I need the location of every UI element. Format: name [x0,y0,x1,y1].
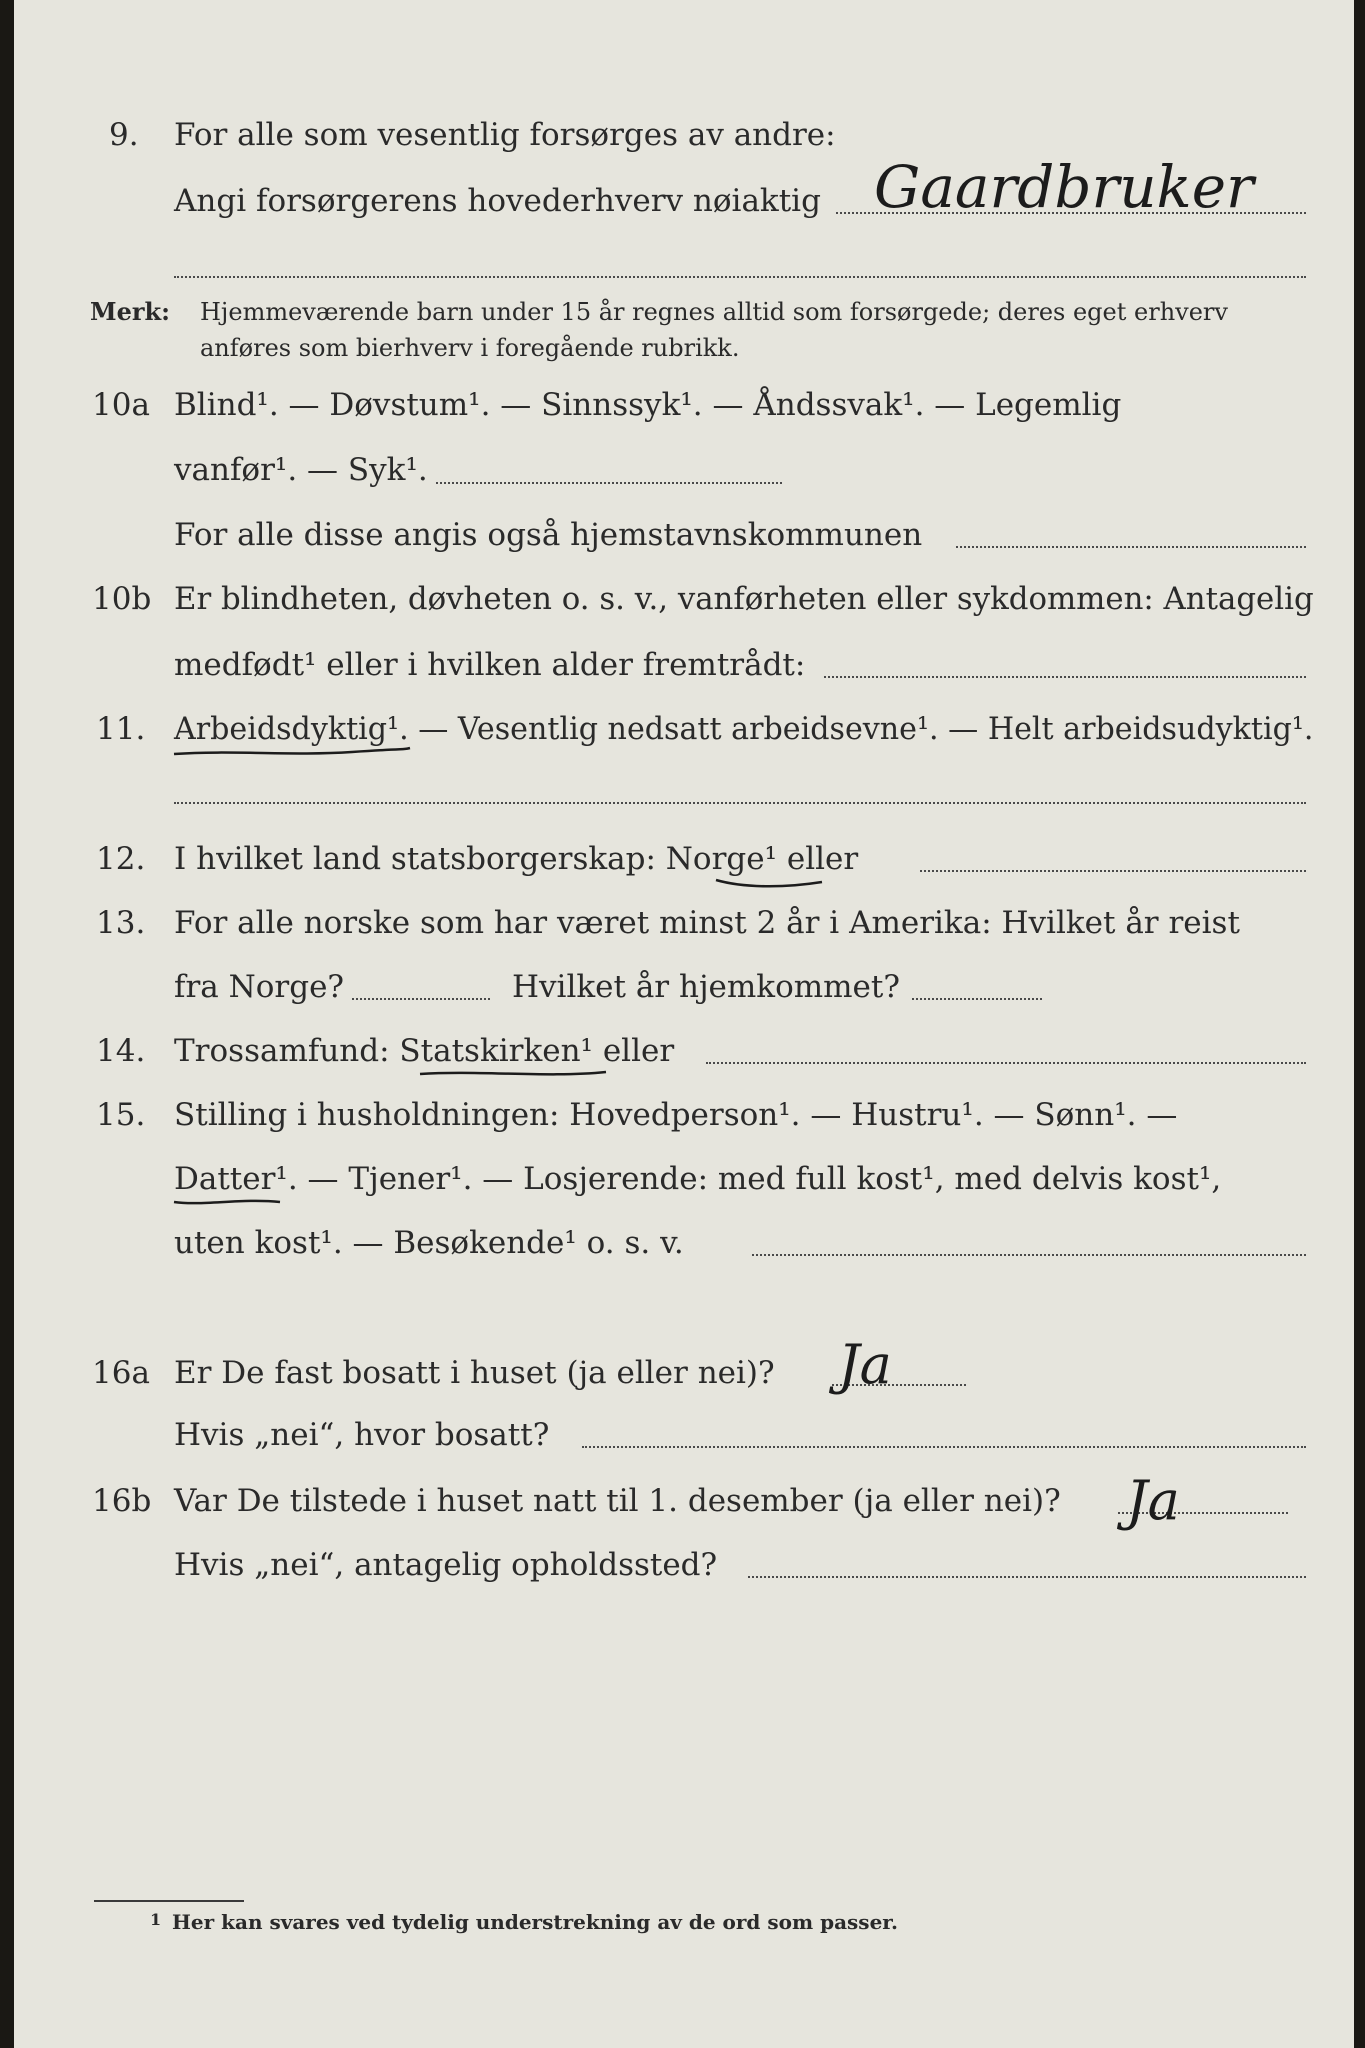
q13-line2b: Hvilket år hjemkommet? [512,969,900,1005]
q13-line2a: fra Norge? [174,969,345,1005]
q10b-line2: medfødt¹ eller i hvilken alder fremtrådt: [174,647,806,683]
q16b-line1: Var De tilstede i huset natt til 1. desember (ja eller nei)? [174,1483,1061,1519]
q13-reist-line [352,998,490,1000]
merk-label: Merk: [90,297,170,326]
q13-number: 13. [96,905,146,941]
q14-answer-line [706,1062,1306,1064]
q14-line1: Trossamfund: Statskirken¹ eller [174,1033,675,1069]
merk-line2: anføres som bierhverv i foregående rubrikk. [200,334,740,362]
q16a-line2: Hvis „nei“, hvor bosatt? [174,1417,550,1453]
q10b-line1: Er blindheten, døvheten o. s. v., vanførheten eller sykdommen: Antagelig [174,581,1314,617]
q13-hjemkommet-line [912,998,1042,1000]
q16b-opholdssted-line [748,1576,1306,1578]
census-form-page [14,0,1354,2048]
q10a-syk-line [436,482,782,484]
q10b-number: 10b [92,581,152,617]
q10a-line2: vanfør¹. — Syk¹. [174,452,428,488]
q15-line2: Datter¹. — Tjener¹. — Losjerende: med full kost¹, med delvis kost¹, [174,1161,1222,1197]
q15-line1: Stilling i husholdningen: Hovedperson¹. — Hustru¹. — Sønn¹. — [174,1097,1178,1133]
q15-number: 15. [96,1097,146,1133]
q9-line1: For alle som vesentlig forsørges av andre: [174,117,836,153]
q12-answer-line [920,870,1306,872]
q9-handwritten-answer: Gaardbruker [874,153,1254,221]
q15-answer-line [752,1254,1306,1256]
footnote-rule [94,1900,244,1902]
q11-number: 11. [96,711,146,747]
q13-line1: For alle norske som har været minst 2 år i Amerika: Hvilket år reist [174,905,1240,941]
q15-line3: uten kost¹. — Besøkende¹ o. s. v. [174,1225,684,1261]
footnote-mark: 1 [150,1910,162,1929]
q16b-number: 16b [92,1483,152,1519]
q9-extra-line [174,276,1306,278]
q16a-line1: Er De fast bosatt i huset (ja eller nei)? [174,1355,775,1391]
merk-line1: Hjemmeværende barn under 15 år regnes alltid som forsørgede; deres eget erhverv [200,298,1228,326]
q16b-handwritten-answer: Ja [1126,1469,1180,1532]
q14-handwritten-underline [418,1068,608,1082]
q10a-line1: Blind¹. — Døvstum¹. — Sinnssyk¹. — Åndssvak¹. — Legemlig [174,387,1122,423]
q16a-bosatt-line [582,1446,1306,1448]
footnote-text: Her kan svares ved tydelig understrekning av de ord som passer. [172,1910,898,1934]
q16b-line2: Hvis „nei“, antagelig opholdssted? [174,1547,718,1583]
q10a-line3: For alle disse angis også hjemstavnskommunen [174,517,923,553]
q11-handwritten-underline [172,746,412,760]
q9-number: 9. [109,117,139,153]
q11-line1: Arbeidsdyktig¹. — Vesentlig nedsatt arbeidsevne¹. — Helt arbeidsudyktig¹. [174,711,1314,747]
q12-line1: I hvilket land statsborgerskap: Norge¹ eller [174,841,859,877]
q16a-number: 16a [92,1355,150,1391]
q12-number: 12. [96,841,146,877]
q11-extra-line [174,802,1306,804]
q10b-answer-line [824,676,1306,678]
q10a-kommune-line [956,546,1306,548]
q10a-number: 10a [92,387,150,423]
q9-line2: Angi forsørgerens hovederhverv nøiaktig [174,183,821,219]
q16a-handwritten-answer: Ja [838,1333,892,1396]
q15-handwritten-underline [172,1196,282,1210]
q14-number: 14. [96,1033,146,1069]
q12-handwritten-underline [714,876,824,890]
